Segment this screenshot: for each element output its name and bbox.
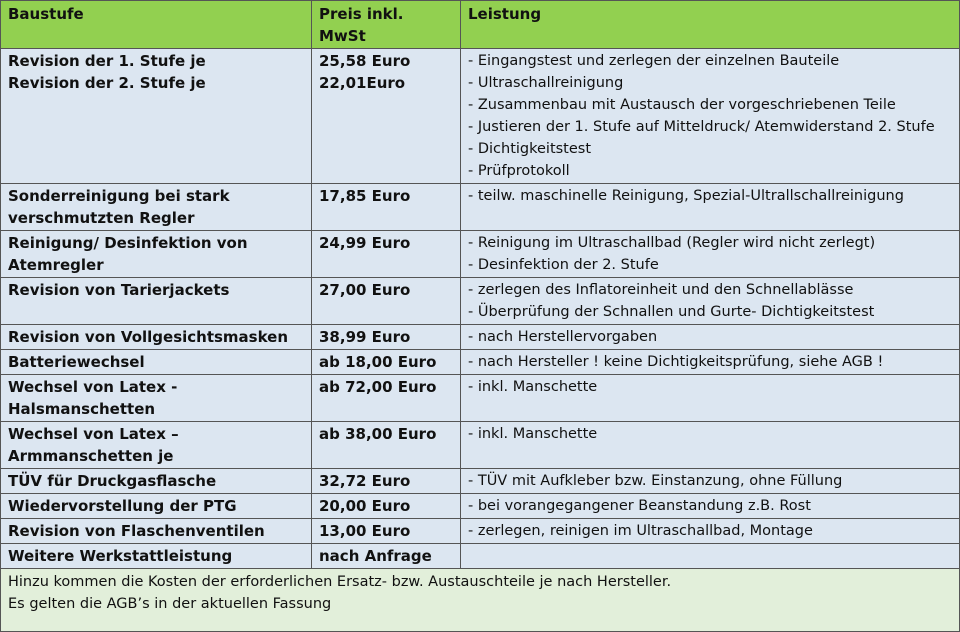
stage-line: Revision der 2. Stufe je	[8, 74, 206, 92]
footer-line: Hinzu kommen die Kosten der erforderlichen Ersatz- bzw. Austauschteile je nach Hersteller.	[8, 574, 672, 590]
price-line: nach Anfrage	[319, 547, 432, 565]
table-row	[1, 49, 960, 184]
stage-cell	[1, 231, 312, 278]
price-line: 13,00 Euro	[319, 522, 411, 540]
service-cell	[461, 494, 960, 519]
table-row	[1, 184, 960, 231]
service-cell	[461, 469, 960, 494]
price-line: 27,00 Euro	[319, 281, 411, 299]
price-line: 25,58 Euro	[319, 52, 411, 70]
stage-line: Wechsel von Latex –	[8, 425, 179, 443]
price-cell	[312, 375, 461, 422]
service-cell	[461, 375, 960, 422]
price-cell	[312, 350, 461, 375]
stage-cell	[1, 375, 312, 422]
stage-cell	[1, 184, 312, 231]
service-cell	[461, 184, 960, 231]
service-line: - teilw. maschinelle Reinigung, Spezial-Ultrallschallreinigung	[468, 188, 904, 204]
stage-line: TÜV für Druckgasflasche	[8, 472, 217, 490]
service-line: - Zusammenbau mit Austausch der vorgeschriebenen Teile	[468, 97, 896, 113]
price-cell	[312, 278, 461, 325]
stage-cell	[1, 350, 312, 375]
service-line: - TÜV mit Aufkleber bzw. Einstanzung, ohne Füllung	[468, 473, 843, 489]
stage-line: Wiedervorstellung der PTG	[8, 497, 237, 515]
stage-line: Batteriewechsel	[8, 353, 145, 371]
service-cell	[461, 544, 960, 569]
service-line: - Dichtigkeitstest	[468, 141, 592, 157]
table-row	[1, 422, 960, 469]
service-line: - Reinigung im Ultraschallbad (Regler wird nicht zerlegt)	[468, 235, 876, 251]
price-line: 20,00 Euro	[319, 497, 411, 515]
price-line: 32,72 Euro	[319, 472, 411, 490]
price-cell	[312, 519, 461, 544]
stage-cell	[1, 422, 312, 469]
table-row	[1, 544, 960, 569]
table-row	[1, 519, 960, 544]
stage-line: Halsmanschetten	[8, 400, 156, 418]
stage-line: Revision von Vollgesichtsmasken	[8, 328, 289, 346]
stage-line: Revision der 1. Stufe je	[8, 52, 206, 70]
service-line: - Justieren der 1. Stufe auf Mitteldruck/ Atemwiderstand 2. Stufe	[468, 119, 935, 135]
service-line: - Prüfprotokoll	[468, 163, 570, 179]
price-cell	[312, 469, 461, 494]
stage-cell	[1, 494, 312, 519]
price-line: 22,01Euro	[319, 74, 406, 92]
table-body	[1, 49, 960, 569]
price-line: 38,99 Euro	[319, 328, 411, 346]
table-row	[1, 469, 960, 494]
header-service: Leistung	[461, 1, 960, 49]
stage-line: Weitere Werkstattleistung	[8, 547, 233, 565]
service-line: - bei vorangegangener Beanstandung z.B. Rost	[468, 498, 811, 514]
service-cell	[461, 231, 960, 278]
table-row	[1, 325, 960, 350]
service-line: - zerlegen des Inflatoreinheit und den Schnellablässe	[468, 282, 854, 298]
table-row	[1, 350, 960, 375]
service-line: - inkl. Manschette	[468, 379, 598, 395]
service-cell	[461, 350, 960, 375]
service-line: - nach Herstellervorgaben	[468, 329, 658, 345]
table-row	[1, 278, 960, 325]
price-cell	[312, 494, 461, 519]
stage-line: Armmanschetten je	[8, 447, 174, 465]
price-line: 17,85 Euro	[319, 187, 411, 205]
price-cell	[312, 544, 461, 569]
service-cell	[461, 278, 960, 325]
service-line: - inkl. Manschette	[468, 426, 598, 442]
stage-cell	[1, 49, 312, 184]
price-line: ab 38,00 Euro	[319, 425, 437, 443]
service-line: - zerlegen, reinigen im Ultraschallbad, Montage	[468, 523, 813, 539]
service-line: - Ultraschallreinigung	[468, 75, 624, 91]
header-price-line: MwSt	[319, 27, 366, 45]
stage-cell	[1, 278, 312, 325]
footer-row	[1, 569, 960, 632]
stage-line: Reinigung/ Desinfektion von	[8, 234, 248, 252]
service-line: - Überprüfung der Schnallen und Gurte- Dichtigkeitstest	[468, 304, 875, 320]
stage-line: Revision von Tarierjackets	[8, 281, 230, 299]
stage-line: Revision von Flaschenventilen	[8, 522, 265, 540]
service-cell	[461, 325, 960, 350]
price-cell	[312, 231, 461, 278]
table-header-row	[1, 1, 960, 49]
stage-line: Atemregler	[8, 256, 104, 274]
table-row	[1, 494, 960, 519]
stage-cell	[1, 519, 312, 544]
price-cell	[312, 422, 461, 469]
service-cell	[461, 49, 960, 184]
stage-cell	[1, 544, 312, 569]
price-cell	[312, 325, 461, 350]
stage-line: verschmutzten Regler	[8, 209, 195, 227]
stage-cell	[1, 325, 312, 350]
service-line: - Desinfektion der 2. Stufe	[468, 257, 659, 273]
price-line: ab 18,00 Euro	[319, 353, 437, 371]
stage-line: Sonderreinigung bei stark	[8, 187, 230, 205]
table-row	[1, 375, 960, 422]
header-stage: Baustufe	[1, 1, 312, 49]
header-price-line: Preis inkl.	[319, 5, 404, 23]
header-price	[312, 1, 461, 49]
service-line: - nach Hersteller ! keine Dichtigkeitsprüfung, siehe AGB !	[468, 354, 884, 370]
service-cell	[461, 422, 960, 469]
service-cell	[461, 519, 960, 544]
price-cell	[312, 184, 461, 231]
table-row	[1, 231, 960, 278]
price-cell	[312, 49, 461, 184]
footer-line: Es gelten die AGB’s in der aktuellen Fassung	[8, 596, 332, 612]
footer-note	[1, 569, 960, 632]
service-line: - Eingangstest und zerlegen der einzelnen Bauteile	[468, 53, 840, 69]
stage-cell	[1, 469, 312, 494]
price-line: ab 72,00 Euro	[319, 378, 437, 396]
stage-line: Wechsel von Latex -	[8, 378, 178, 396]
price-line: 24,99 Euro	[319, 234, 411, 252]
